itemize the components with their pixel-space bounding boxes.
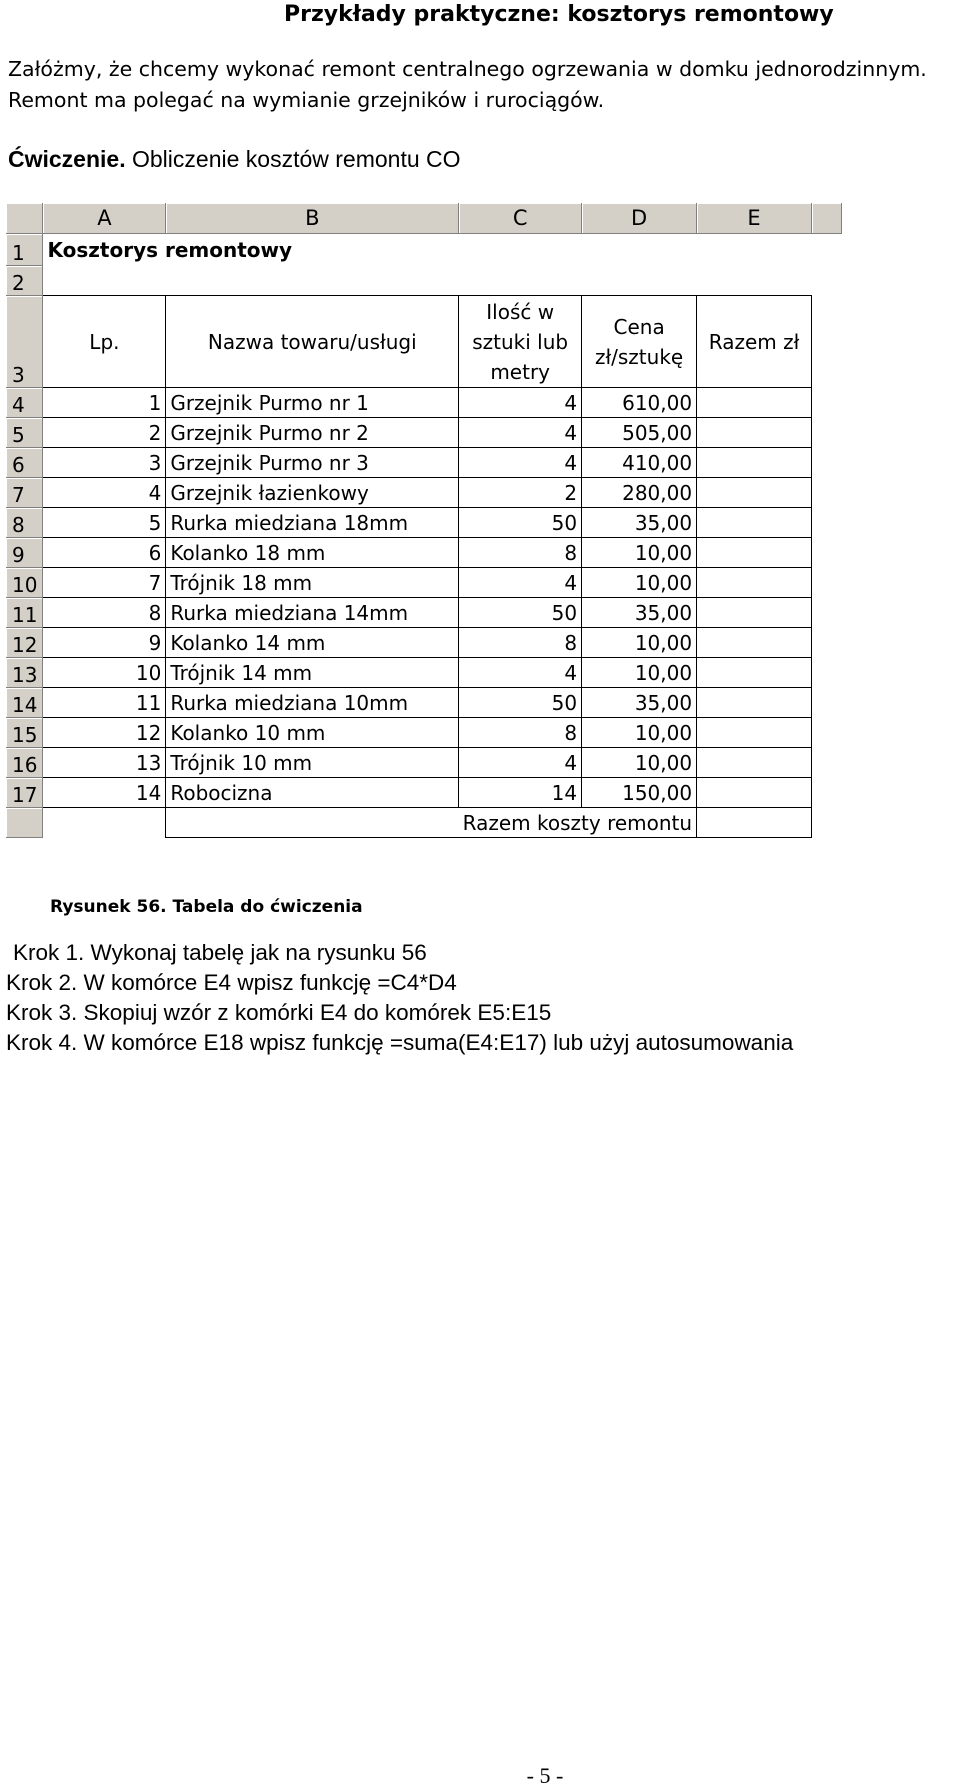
spreadsheet-grid — [6, 203, 842, 838]
sheet-row — [6, 234, 842, 266]
cell-lp[interactable]: 6 — [43, 538, 166, 568]
exercise-label: Ćwiczenie. — [8, 146, 126, 172]
row-header[interactable]: 6 — [6, 448, 43, 478]
row-header[interactable]: 9 — [6, 538, 43, 568]
cell-price[interactable]: 35,00 — [582, 688, 697, 718]
header-qty[interactable]: Ilość w sztuki lub metry — [459, 296, 582, 388]
header-lp[interactable]: Lp. — [43, 296, 166, 388]
cell-total[interactable] — [697, 568, 812, 598]
total-label-cell[interactable]: Razem koszty remontu — [166, 808, 697, 838]
cell-total[interactable] — [697, 538, 812, 568]
table-row — [6, 448, 842, 478]
cell-price[interactable]: 505,00 — [582, 418, 697, 448]
cell[interactable] — [166, 266, 459, 296]
cell-total[interactable] — [697, 628, 812, 658]
exercise-text: Obliczenie kosztów remontu CO — [125, 146, 461, 172]
cell[interactable] — [812, 538, 842, 568]
cell-price[interactable]: 10,00 — [582, 568, 697, 598]
header-row — [6, 296, 842, 388]
cell-name[interactable]: Kolanko 18 mm — [166, 538, 459, 568]
cell-lp[interactable]: 10 — [43, 658, 166, 688]
cell-lp[interactable]: 14 — [43, 778, 166, 808]
cell-lp[interactable]: 1 — [43, 388, 166, 418]
exercise-heading — [8, 144, 461, 174]
column-header-d[interactable]: D — [582, 203, 697, 234]
table-row — [6, 538, 842, 568]
step-item: Krok 3. Skopiuj wzór z komórki E4 do komórek E5:E15 — [6, 1000, 552, 1025]
cell-total[interactable] — [697, 748, 812, 778]
cell-name[interactable]: Robocizna — [166, 778, 459, 808]
step-item: Krok 4. W komórce E18 wpisz funkcję =suma(E4:E17) lub użyj autosumowania — [6, 1030, 794, 1055]
cell-qty[interactable]: 50 — [459, 688, 582, 718]
cell-total[interactable] — [697, 778, 812, 808]
cell-lp[interactable]: 3 — [43, 448, 166, 478]
column-header-f[interactable] — [812, 203, 842, 234]
column-header-a[interactable]: A — [43, 203, 166, 234]
cell-qty[interactable]: 8 — [459, 718, 582, 748]
cell-name[interactable]: Kolanko 14 mm — [166, 628, 459, 658]
row-header[interactable]: 2 — [6, 266, 43, 296]
cell[interactable] — [812, 688, 842, 718]
row-header[interactable]: 12 — [6, 628, 43, 658]
cell-lp[interactable]: 2 — [43, 418, 166, 448]
cell-lp[interactable]: 12 — [43, 718, 166, 748]
cell[interactable] — [812, 628, 842, 658]
cell-price[interactable]: 10,00 — [582, 628, 697, 658]
row-header[interactable]: 3 — [6, 296, 43, 388]
intro-paragraph — [8, 54, 953, 116]
column-header-c[interactable]: C — [459, 203, 582, 234]
total-value-cell[interactable] — [697, 808, 812, 838]
column-header-b[interactable]: B — [166, 203, 459, 234]
row-header[interactable]: 16 — [6, 748, 43, 778]
cell-name[interactable]: Rurka miedziana 18mm — [166, 508, 459, 538]
cell[interactable] — [812, 778, 842, 808]
row-header[interactable]: 4 — [6, 388, 43, 418]
table-row — [6, 478, 842, 508]
table-row — [6, 748, 842, 778]
step-item: Krok 1. Wykonaj tabelę jak na rysunku 56 — [13, 940, 427, 965]
cell-total[interactable] — [697, 658, 812, 688]
cell-name[interactable]: Trójnik 14 mm — [166, 658, 459, 688]
intro-line: Remont ma polegać na wymianie grzejników i rurociągów. — [8, 88, 605, 112]
cell[interactable] — [812, 448, 842, 478]
cell[interactable] — [459, 266, 582, 296]
row-header[interactable]: 5 — [6, 418, 43, 448]
cell[interactable] — [812, 478, 842, 508]
cell-qty[interactable]: 8 — [459, 538, 582, 568]
table-row — [6, 658, 842, 688]
row-header[interactable]: 10 — [6, 568, 43, 598]
cell-price[interactable]: 10,00 — [582, 658, 697, 688]
cell-name[interactable]: Grzejnik Purmo nr 2 — [166, 418, 459, 448]
cell-qty[interactable]: 14 — [459, 778, 582, 808]
row-header[interactable]: 11 — [6, 598, 43, 628]
data-rows — [6, 388, 842, 808]
cell-qty[interactable]: 4 — [459, 658, 582, 688]
page-number: - 5 - — [526, 1763, 564, 1788]
cell-qty[interactable]: 50 — [459, 508, 582, 538]
cell-price[interactable]: 35,00 — [582, 598, 697, 628]
row-header[interactable] — [6, 808, 43, 838]
cell-qty[interactable]: 4 — [459, 418, 582, 448]
table-row — [6, 718, 842, 748]
cell-price[interactable]: 10,00 — [582, 748, 697, 778]
cell-qty[interactable]: 8 — [459, 628, 582, 658]
sheet-title-cell[interactable]: Kosztorys remontowy — [47, 237, 293, 262]
table-row — [6, 388, 842, 418]
cell-price[interactable]: 610,00 — [582, 388, 697, 418]
cell[interactable] — [697, 266, 812, 296]
cell-total[interactable] — [697, 718, 812, 748]
cell[interactable] — [812, 718, 842, 748]
cell[interactable] — [812, 568, 842, 598]
figure-caption: Rysunek 56. Tabela do ćwiczenia — [50, 897, 363, 917]
cell[interactable] — [812, 388, 842, 418]
cell-total[interactable] — [697, 448, 812, 478]
row-header[interactable]: 8 — [6, 508, 43, 538]
header-price[interactable]: Cena zł/sztukę — [582, 296, 697, 388]
cell[interactable] — [812, 748, 842, 778]
cell-name[interactable]: Trójnik 18 mm — [166, 568, 459, 598]
steps-list — [6, 938, 951, 1058]
cell[interactable] — [43, 808, 166, 838]
cell-name[interactable]: Grzejnik łazienkowy — [166, 478, 459, 508]
cell-lp[interactable]: 13 — [43, 748, 166, 778]
cell[interactable] — [812, 508, 842, 538]
cell-name[interactable]: Rurka miedziana 10mm — [166, 688, 459, 718]
row-header[interactable]: 13 — [6, 658, 43, 688]
sheet-row — [6, 266, 842, 296]
cell-lp[interactable]: 7 — [43, 568, 166, 598]
header-total[interactable]: Razem zł — [697, 296, 812, 388]
column-header-e[interactable]: E — [697, 203, 812, 234]
cell-lp[interactable]: 4 — [43, 478, 166, 508]
row-header[interactable]: 14 — [6, 688, 43, 718]
cell-total[interactable] — [697, 478, 812, 508]
cell[interactable] — [697, 234, 812, 266]
cell-qty[interactable]: 2 — [459, 478, 582, 508]
header-name[interactable]: Nazwa towaru/usługi — [166, 296, 459, 388]
cell-price[interactable]: 410,00 — [582, 448, 697, 478]
table-row — [6, 508, 842, 538]
cell-name[interactable]: Rurka miedziana 14mm — [166, 598, 459, 628]
cell-lp[interactable]: 5 — [43, 508, 166, 538]
cell[interactable] — [812, 296, 842, 388]
select-all-corner[interactable] — [6, 203, 43, 234]
spreadsheet-figure — [6, 203, 842, 861]
cell-name[interactable]: Grzejnik Purmo nr 1 — [166, 388, 459, 418]
step-item: Krok 2. W komórce E4 wpisz funkcję =C4*D4 — [6, 970, 457, 995]
page-title: Przykłady praktyczne: kosztorys remontowy — [284, 2, 834, 27]
cell-name[interactable]: Grzejnik Purmo nr 3 — [166, 448, 459, 478]
row-header[interactable]: 7 — [6, 478, 43, 508]
cell[interactable] — [812, 266, 842, 296]
cell[interactable] — [582, 234, 697, 266]
cell-total[interactable] — [697, 388, 812, 418]
cell-total[interactable] — [697, 688, 812, 718]
cell[interactable] — [812, 808, 842, 838]
cell-total[interactable] — [697, 418, 812, 448]
cell-name[interactable]: Kolanko 10 mm — [166, 718, 459, 748]
cell-price[interactable]: 150,00 — [582, 778, 697, 808]
cell-qty[interactable]: 50 — [459, 598, 582, 628]
cell[interactable] — [582, 266, 697, 296]
cell-lp[interactable]: 11 — [43, 688, 166, 718]
cell-qty[interactable]: 4 — [459, 568, 582, 598]
cell[interactable] — [812, 418, 842, 448]
cell[interactable] — [812, 598, 842, 628]
cell[interactable] — [812, 234, 842, 266]
column-header-row — [6, 203, 842, 234]
cell-price[interactable]: 35,00 — [582, 508, 697, 538]
cell[interactable] — [43, 266, 166, 296]
cell-total[interactable] — [697, 508, 812, 538]
cell-name[interactable]: Trójnik 10 mm — [166, 748, 459, 778]
cell-qty[interactable]: 4 — [459, 448, 582, 478]
cell[interactable] — [812, 658, 842, 688]
table-row — [6, 598, 842, 628]
cell-price[interactable]: 10,00 — [582, 538, 697, 568]
table-row — [6, 418, 842, 448]
table-row — [6, 778, 842, 808]
total-row — [6, 808, 842, 838]
table-row — [6, 688, 842, 718]
table-row — [6, 568, 842, 598]
cell-lp[interactable]: 8 — [43, 598, 166, 628]
row-header[interactable]: 1 — [6, 234, 43, 266]
cell-qty[interactable]: 4 — [459, 388, 582, 418]
row-header[interactable]: 15 — [6, 718, 43, 748]
table-row — [6, 628, 842, 658]
cell-price[interactable]: 280,00 — [582, 478, 697, 508]
cell-lp[interactable]: 9 — [43, 628, 166, 658]
intro-line: Załóżmy, że chcemy wykonać remont centralnego ogrzewania w domku jednorodzinnym. — [8, 57, 927, 81]
row-header[interactable]: 17 — [6, 778, 43, 808]
cell-qty[interactable]: 4 — [459, 748, 582, 778]
cell-total[interactable] — [697, 598, 812, 628]
cell-price[interactable]: 10,00 — [582, 718, 697, 748]
